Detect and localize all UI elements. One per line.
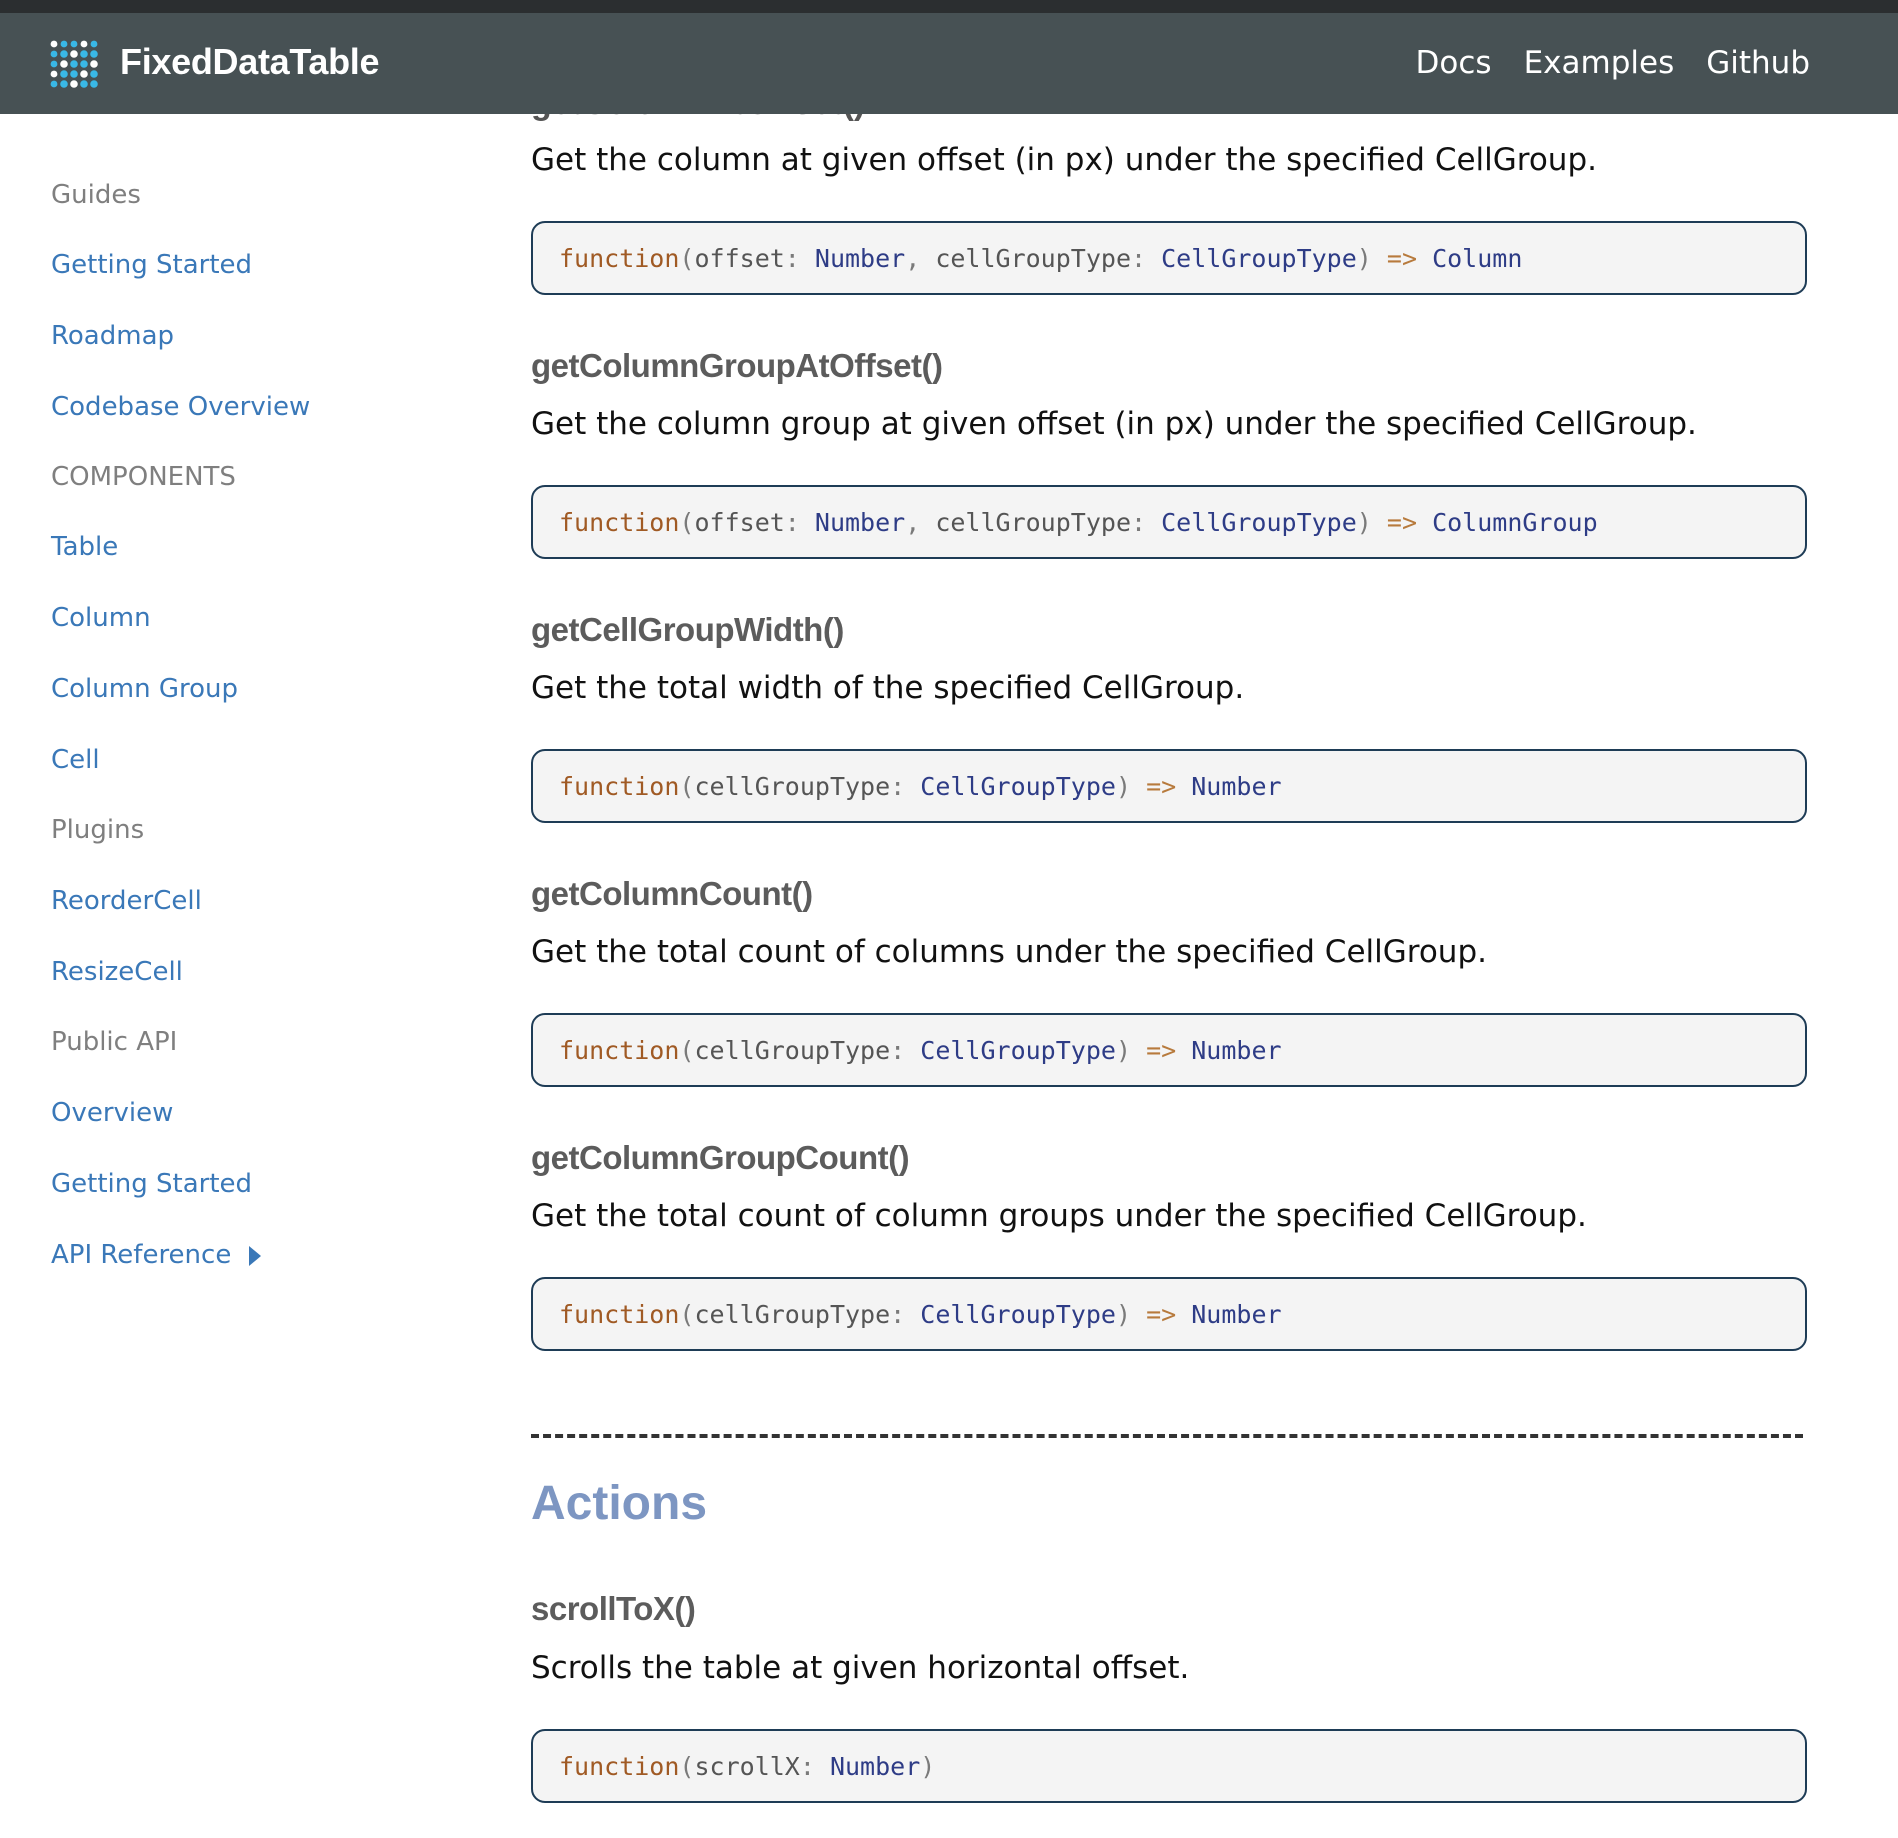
code-token: )	[1115, 1300, 1131, 1329]
code-signature	[531, 1729, 1807, 1803]
sidebar-section-guides: Guides	[51, 180, 141, 210]
nav-examples[interactable]: Examples	[1523, 45, 1675, 81]
code-token: :	[799, 1752, 830, 1781]
code-token: :	[1131, 244, 1162, 273]
logo-dot	[70, 80, 78, 88]
logo-dot	[90, 70, 98, 78]
logo-dot	[90, 60, 98, 68]
code-token	[1176, 1036, 1191, 1065]
top-navbar	[0, 13, 1898, 114]
logo-dot	[51, 51, 58, 58]
code-token: (	[679, 244, 695, 273]
logo-dot	[70, 50, 78, 58]
sidebar-item-api-reference[interactable]: API Reference	[51, 1240, 261, 1270]
code-token	[1372, 244, 1387, 273]
code-signature	[531, 749, 1807, 823]
logo-dot	[60, 60, 68, 68]
logo-dot	[60, 50, 68, 58]
code-token: offset	[694, 508, 785, 537]
sidebar-section-public-api: Public API	[51, 1027, 178, 1057]
code-token: offset	[694, 244, 785, 273]
code-token: function	[559, 772, 680, 801]
code-token: CellGroupType	[920, 1036, 1116, 1065]
method-description: Get the column group at given offset (in px) under the specified CellGroup.	[531, 406, 1697, 442]
sidebar-item-reordercell[interactable]: ReorderCell	[51, 886, 202, 916]
logo-icon[interactable]	[50, 40, 98, 88]
method-description: Get the total count of columns under the specified CellGroup.	[531, 934, 1487, 970]
code-token: =>	[1386, 508, 1418, 537]
logo-dot	[61, 41, 68, 48]
method-description: Scrolls the table at given horizontal offset.	[531, 1650, 1190, 1686]
nav-github[interactable]: Github	[1706, 45, 1810, 81]
code-token: function	[559, 1300, 680, 1329]
logo-dot	[60, 80, 68, 88]
code-token: :	[1131, 508, 1162, 537]
code-token	[1417, 508, 1432, 537]
code-token: CellGroupType	[920, 772, 1116, 801]
code-token: =>	[1146, 1300, 1177, 1329]
code-token: scrollX	[694, 1752, 800, 1781]
sidebar-item-cell[interactable]: Cell	[51, 745, 100, 775]
logo-dot	[80, 70, 88, 78]
code-token: function	[559, 1752, 680, 1781]
sidebar-item-codebase-overview[interactable]: Codebase Overview	[51, 392, 311, 422]
code-token: function	[559, 244, 680, 273]
code-token: CellGroupType	[1161, 508, 1357, 537]
method-description: Get the column at given offset (in px) under the specified CellGroup.	[531, 142, 1597, 178]
logo-dot	[90, 50, 98, 58]
method-title: scrollToX()	[531, 1590, 696, 1627]
logo-dot	[51, 61, 58, 68]
code-signature	[531, 485, 1807, 559]
code-token: )	[1115, 772, 1131, 801]
logo-dot	[80, 80, 88, 88]
method-title: getColumnCount()	[531, 875, 813, 912]
code-signature	[531, 221, 1807, 295]
logo-dot	[81, 41, 88, 48]
code-token: cellGroupType	[935, 244, 1131, 273]
logo-dot	[51, 71, 58, 78]
code-signature	[531, 1013, 1807, 1087]
code-token: ,	[905, 244, 936, 273]
code-token: :	[784, 244, 815, 273]
code-token: function	[559, 1036, 680, 1065]
code-token: )	[1356, 244, 1372, 273]
code-token	[1131, 1036, 1146, 1065]
code-token: Number	[1191, 1300, 1282, 1329]
code-signature	[531, 1277, 1807, 1351]
logo-dot	[51, 41, 58, 48]
code-token: (	[679, 508, 695, 537]
code-token: :	[890, 772, 921, 801]
code-token: =>	[1146, 1036, 1177, 1065]
actions-heading: Actions	[531, 1477, 708, 1530]
method-description: Get the total width of the specified CellGroup.	[531, 670, 1245, 706]
sidebar-item-roadmap[interactable]: Roadmap	[51, 321, 175, 351]
sidebar-item-table[interactable]: Table	[51, 532, 119, 562]
code-token: cellGroupType	[935, 508, 1131, 537]
code-token: Column	[1432, 244, 1523, 273]
section-divider	[531, 1434, 1803, 1438]
sidebar-item-resizecell[interactable]: ResizeCell	[51, 957, 183, 987]
logo-dot	[70, 70, 78, 78]
logo-dot	[91, 41, 98, 48]
code-token: =>	[1386, 244, 1418, 273]
code-token: :	[890, 1300, 921, 1329]
code-token	[1372, 508, 1387, 537]
code-token	[1131, 1300, 1146, 1329]
method-title: getColumnGroupCount()	[531, 1139, 910, 1176]
code-token	[1131, 772, 1146, 801]
code-token	[1176, 1300, 1191, 1329]
code-token	[1176, 772, 1191, 801]
code-token	[1417, 244, 1432, 273]
code-token: ColumnGroup	[1432, 508, 1598, 537]
sidebar-item-overview[interactable]: Overview	[51, 1098, 174, 1128]
sidebar-section-plugins: Plugins	[51, 815, 145, 845]
code-token: (	[679, 1300, 695, 1329]
code-token: )	[1115, 1036, 1131, 1065]
sidebar-section-components: COMPONENTS	[51, 462, 236, 492]
sidebar-item-column-group[interactable]: Column Group	[51, 674, 238, 704]
method-title: getColumnGroupAtOffset()	[531, 347, 943, 384]
logo-dot	[90, 80, 98, 88]
logo-dot	[70, 60, 78, 68]
code-token: :	[890, 1036, 921, 1065]
code-token: (	[679, 1036, 695, 1065]
code-token: Number	[1191, 772, 1282, 801]
main-content	[531, 0, 1811, 1838]
method-description: Get the total count of column groups under the specified CellGroup.	[531, 1198, 1587, 1234]
logo-dot	[71, 41, 78, 48]
logo-dot	[60, 70, 68, 78]
sidebar-item-getting-started-api[interactable]: Getting Started	[51, 1169, 253, 1199]
code-token: cellGroupType	[694, 772, 891, 801]
code-token: =>	[1146, 772, 1177, 801]
top-nav	[1416, 45, 1810, 81]
sidebar-item-column[interactable]: Column	[51, 603, 151, 633]
code-token: (	[679, 772, 695, 801]
code-token: Number	[1191, 1036, 1282, 1065]
code-token: cellGroupType	[694, 1036, 891, 1065]
logo-dot	[80, 60, 88, 68]
code-token: )	[920, 1752, 936, 1781]
code-token: function	[559, 508, 680, 537]
code-token: CellGroupType	[920, 1300, 1116, 1329]
method-title: getCellGroupWidth()	[531, 611, 844, 648]
code-token: ,	[905, 508, 936, 537]
brand-title[interactable]: FixedDataTable	[120, 41, 380, 82]
triangle-right-icon[interactable]	[249, 1246, 261, 1266]
nav-docs[interactable]: Docs	[1415, 45, 1492, 81]
sidebar-item-getting-started[interactable]: Getting Started	[51, 250, 253, 280]
logo-dot	[51, 81, 58, 88]
code-token: Number	[829, 1752, 921, 1781]
logo-dot	[80, 50, 88, 58]
code-token: CellGroupType	[1161, 244, 1357, 273]
code-token: :	[784, 508, 815, 537]
code-token: cellGroupType	[694, 1300, 891, 1329]
code-token: Number	[814, 508, 906, 537]
code-token: (	[679, 1752, 695, 1781]
code-token: Number	[814, 244, 906, 273]
code-token: )	[1356, 508, 1372, 537]
